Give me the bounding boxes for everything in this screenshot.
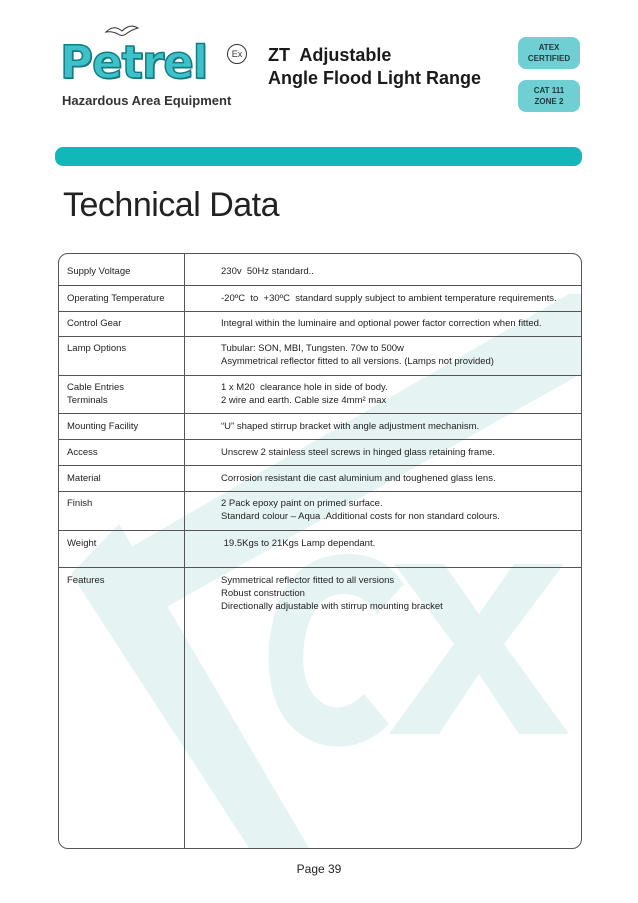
page-title: Technical Data: [63, 186, 280, 224]
row-label-line: Finish: [67, 498, 93, 509]
row-value-line: 2 Pack epoxy paint on primed surface.: [221, 498, 383, 509]
row-value-line: “U” shaped stirrup bracket with angle adjustment mechanism.: [221, 421, 480, 432]
table-row: [59, 375, 581, 414]
row-value-line: 2 wire and earth. Cable size 4mm² max: [221, 395, 387, 406]
row-label: [67, 472, 101, 485]
row-label-line: Features: [67, 575, 105, 586]
table-row: [59, 465, 581, 492]
row-label-line: Cable Entries: [67, 382, 125, 393]
technical-data-table: [58, 253, 582, 849]
badge-line: ZONE 2: [534, 97, 564, 106]
table-row: [59, 413, 581, 440]
header-divider-bar: [55, 147, 582, 166]
row-label-line: Material: [67, 473, 101, 484]
row-label-line: Mounting Facility: [67, 421, 139, 432]
row-value: [221, 472, 496, 485]
badge-line: CERTIFIED: [527, 54, 571, 63]
table-row: [59, 567, 581, 848]
table-row: [59, 491, 581, 531]
row-value: [221, 381, 388, 407]
table-row: [59, 336, 581, 376]
row-value: [221, 574, 443, 613]
table-row: [59, 530, 581, 568]
row-value: [221, 342, 494, 368]
row-value-line: 19.5Kgs to 21Kgs Lamp dependant.: [221, 538, 376, 549]
row-label: [67, 420, 138, 433]
table-row: [59, 285, 581, 312]
row-label: [67, 265, 130, 278]
row-value-line: -20ºC to +30ºC standard supply subject to ambient temperature requirements.: [221, 293, 557, 304]
atex-certified-badge: [518, 37, 580, 69]
row-label: [67, 342, 126, 355]
table-row: [59, 311, 581, 337]
row-label-line: Operating Temperature: [67, 293, 165, 304]
row-label-line: Terminals: [67, 395, 108, 406]
row-value: [221, 292, 557, 305]
row-value: [221, 265, 314, 278]
row-value-line: Unscrew 2 stainless steel screws in hinged glass retaining frame.: [221, 447, 496, 458]
row-label: [67, 317, 121, 330]
row-label: [67, 381, 124, 407]
row-label: [67, 574, 105, 587]
category-zone-badge: [518, 80, 580, 112]
row-value: [221, 317, 542, 330]
row-value: [221, 537, 375, 550]
product-title-line-2: Angle Flood Light Range: [268, 68, 481, 88]
row-value-line: Standard colour – Aqua .Additional costs for non standard colours.: [221, 511, 500, 522]
row-label: [67, 537, 96, 550]
row-value: [221, 420, 479, 433]
badge-line: CAT 111: [533, 86, 565, 95]
row-value-line: Corrosion resistant die cast aluminium and toughened glass lens.: [221, 473, 496, 484]
row-label-line: Supply Voltage: [67, 266, 131, 277]
row-value-line: Symmetrical reflector fitted to all versions: [221, 575, 395, 586]
ex-mark-icon: Ex: [227, 44, 247, 64]
row-value: [221, 446, 495, 459]
row-value-line: Tubular: SON, MBI, Tungsten. 70w to 500w: [221, 343, 404, 354]
row-label-line: Access: [67, 447, 98, 458]
row-value-line: Directionally adjustable with stirrup mounting bracket: [221, 601, 443, 612]
brand-tagline: Hazardous Area Equipment: [62, 93, 232, 108]
row-value-line: Integral within the luminaire and optional power factor correction when fitted.: [221, 318, 542, 329]
row-label-line: Weight: [67, 538, 97, 549]
row-label-line: Lamp Options: [67, 343, 127, 354]
row-label: [67, 292, 165, 305]
row-value: [221, 497, 500, 523]
product-title: [268, 44, 481, 90]
page-number: Page 39: [296, 862, 342, 876]
row-label: [67, 497, 92, 510]
row-value-line: 1 x M20 clearance hole in side of body.: [221, 382, 388, 393]
product-title-line-1: ZT Adjustable: [268, 45, 392, 65]
row-value-line: 230v 50Hz standard..: [221, 266, 314, 277]
row-value-line: Asymmetrical reflector fitted to all versions. (Lamps not provided): [221, 356, 494, 367]
row-label-line: Control Gear: [67, 318, 122, 329]
row-value-line: Robust construction: [221, 588, 305, 599]
badge-line: ATEX: [538, 43, 560, 52]
brand-wordmark: Petrel: [60, 36, 208, 89]
petrel-logo: [60, 22, 260, 112]
table-row: [59, 254, 581, 286]
table-row: [59, 439, 581, 466]
row-label: [67, 446, 98, 459]
